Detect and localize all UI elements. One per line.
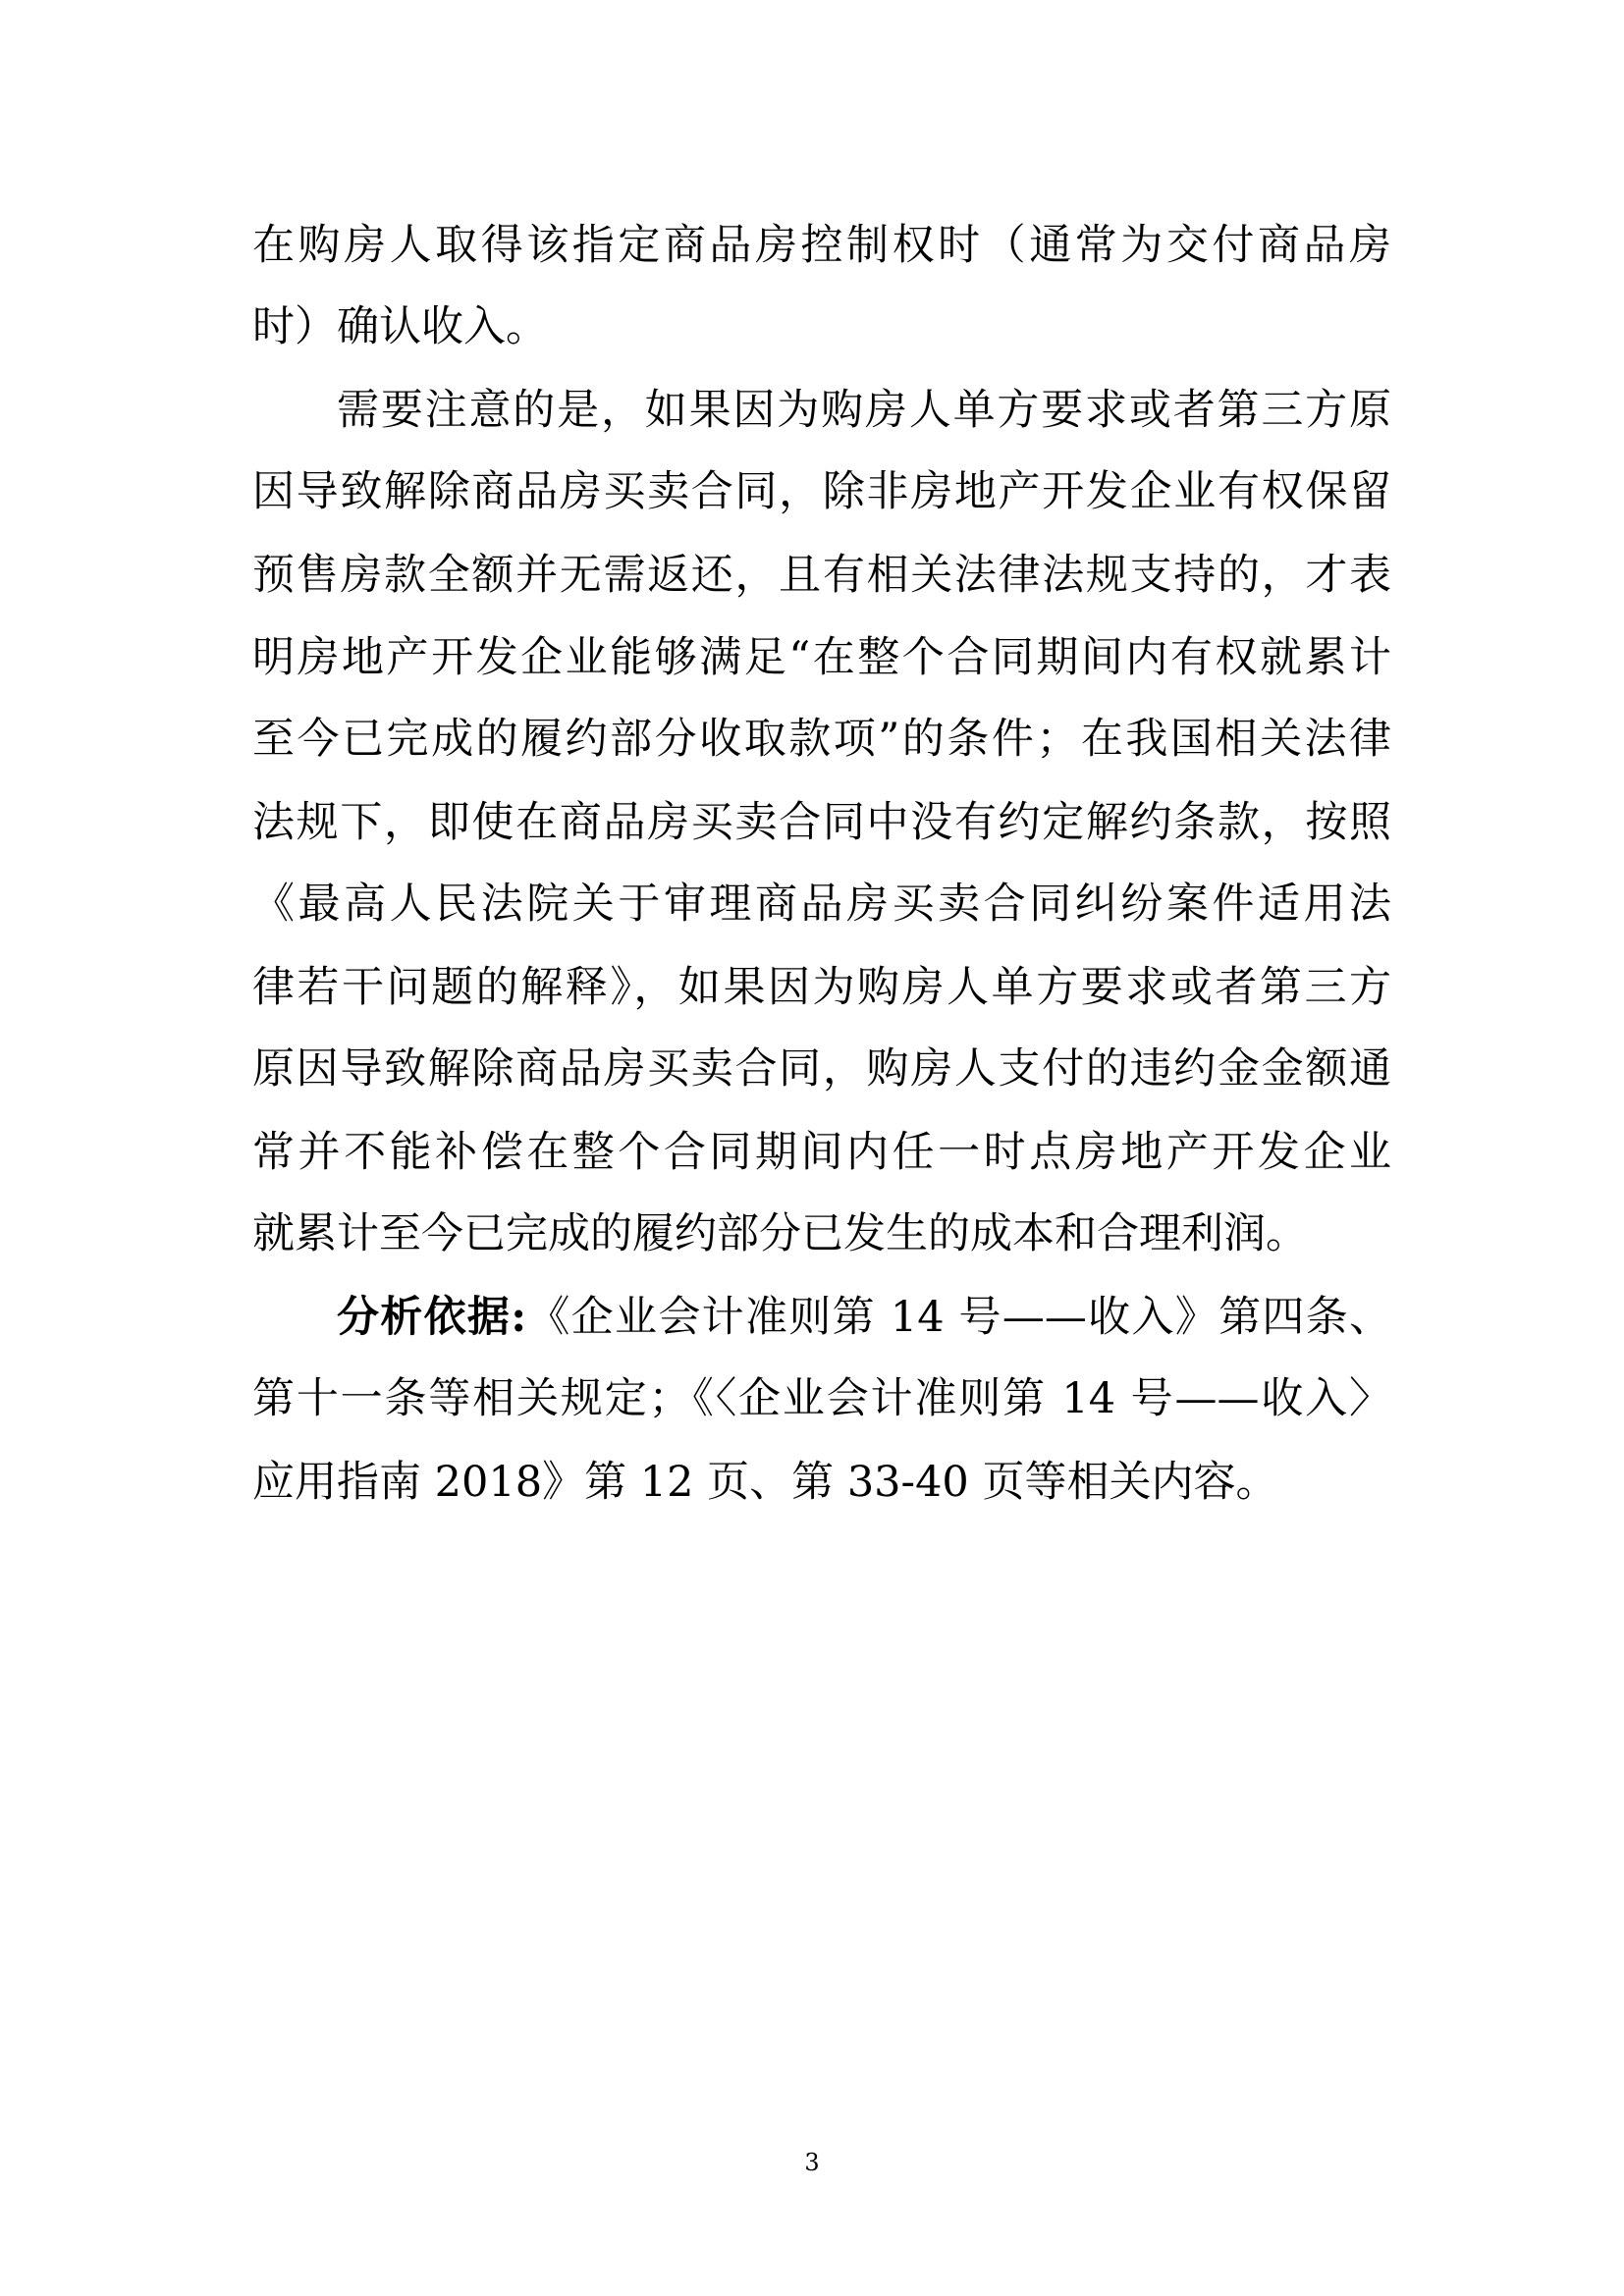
paragraph-3-line-1	[337, 1288, 1391, 1347]
paragraph-2-line-10: 常并不能补偿在整个合同期间内任一时点房地产开发企业	[252, 1128, 1391, 1177]
analysis-basis-label: 分析依据:	[337, 1293, 527, 1342]
paragraph-1-line-2: 时）确认收入。	[252, 302, 548, 351]
paragraph-2-line-3: 预售房款全额并无需返还，且有相关法律法规支持的，才表	[252, 551, 1391, 600]
paragraph-2-line-5: 至今已完成的履约部分收取款项”的条件；在我国相关法律	[252, 715, 1391, 764]
paragraph-2-line-7: 《最高人民法院关于审理商品房买卖合同纠纷案件适用法	[252, 880, 1391, 929]
analysis-basis-text: 《企业会计准则第 14 号——收入》第四条、	[526, 1293, 1391, 1342]
paragraph-2-line-9: 原因导致解除商品房买卖合同，购房人支付的违约金金额通	[252, 1044, 1391, 1094]
paragraph-2-line-6: 法规下，即使在商品房买卖合同中没有约定解约条款，按照	[252, 798, 1391, 847]
paragraph-2-line-11: 就累计至今已完成的履约部分已发生的成本和合理利润。	[252, 1209, 1308, 1258]
paragraph-2-line-4: 明房地产开发企业能够满足“在整个合同期间内有权就累计	[252, 633, 1391, 682]
paragraph-1-line-1: 在购房人取得该指定商品房控制权时（通常为交付商品房	[252, 221, 1391, 270]
paragraph-2-line-1: 需要注意的是，如果因为购房人单方要求或者第三方原	[337, 386, 1391, 435]
paragraph-3-line-3: 应用指南 2018》第 12 页、第 33-40 页等相关内容。	[252, 1458, 1278, 1507]
paragraph-2-line-8: 律若干问题的解释》，如果因为购房人单方要求或者第三方	[252, 963, 1391, 1012]
page-number: 3	[804, 2149, 820, 2176]
paragraph-3-line-2: 第十一条等相关规定；《〈企业会计准则第 14 号——收入〉	[252, 1374, 1391, 1423]
paragraph-2-line-2: 因导致解除商品房买卖合同，除非房地产开发企业有权保留	[252, 467, 1391, 516]
